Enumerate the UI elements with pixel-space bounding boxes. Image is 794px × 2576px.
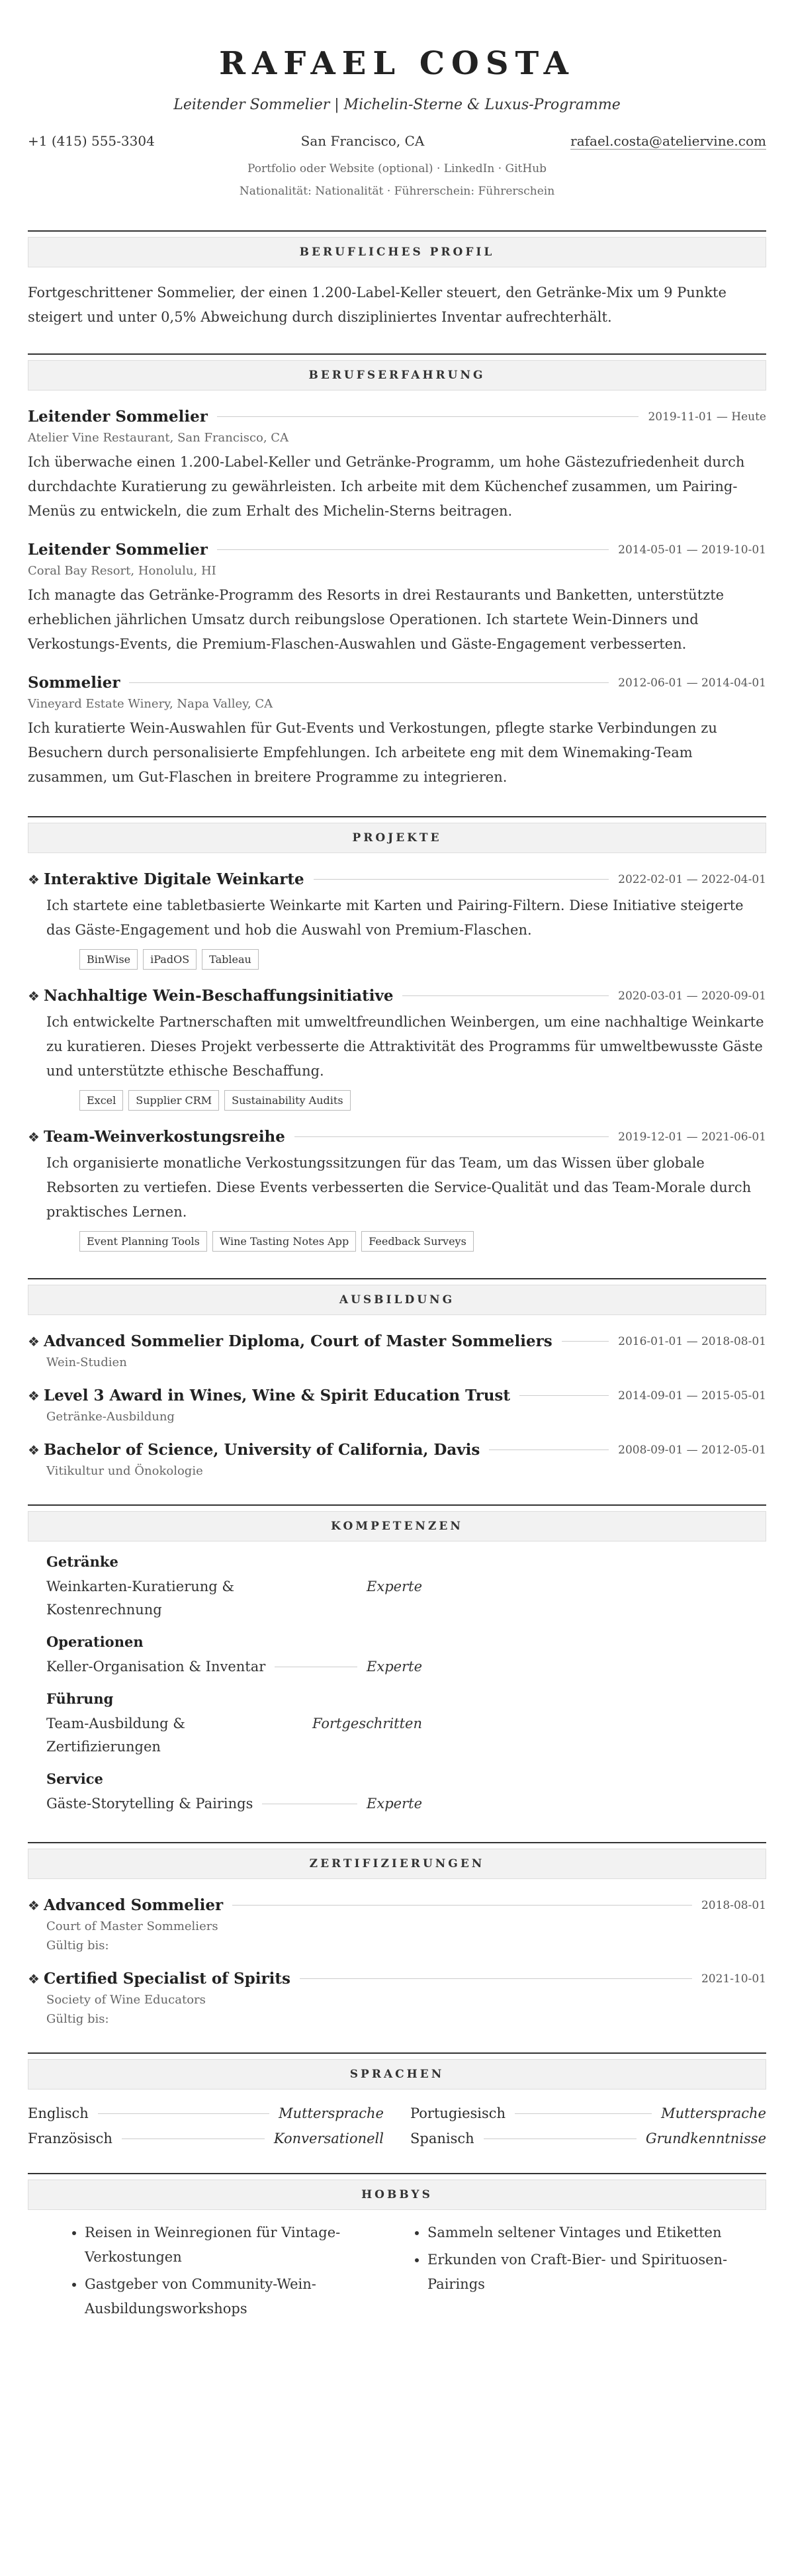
hobbies-left: [28, 2221, 384, 2324]
project-tags: [28, 949, 766, 970]
skill-category: Führung: [46, 1690, 114, 1707]
tech-tag: iPadOS: [143, 949, 197, 970]
leader-line: [129, 682, 609, 683]
skill-group: [28, 1771, 766, 1816]
projects-list: [28, 870, 766, 1252]
language-item: [28, 2105, 384, 2121]
section-heading: KOMPETENZEN: [28, 1511, 766, 1541]
project-entry: [28, 987, 766, 1111]
entry-header: [28, 1387, 766, 1404]
leader-line: [98, 2113, 269, 2114]
cert-valid: Gültig bis:: [46, 1939, 109, 1953]
hobby-item: • Gastgeber von Community-Wein-Ausbildungsworkshops: [85, 2272, 384, 2321]
project-tags: [28, 1231, 766, 1252]
cert-valid: Gültig bis:: [46, 2012, 109, 2026]
entry-dates: 2016-01-01 — 2018-08-01: [618, 1334, 766, 1348]
language-level: Grundkenntnisse: [645, 2131, 766, 2146]
entry-dates: 2018-08-01: [701, 1898, 766, 1912]
leader-line: [217, 549, 609, 550]
skill-level: Experte: [367, 1796, 422, 1812]
entry-header: [28, 870, 766, 888]
skill-row: [46, 1655, 422, 1679]
leader-line: [300, 1978, 692, 1979]
section-heading: HOBBYS: [28, 2180, 766, 2210]
skill-group: [28, 1690, 766, 1759]
language-name: Englisch: [28, 2105, 89, 2121]
entry-description: Ich überwache einen 1.200-Label-Keller und Getränke-Programm, um hohe Gästezufriedenheit durch durchdachte Kuratierung zu gewährleisten. Ich arbeite mit dem Küchenchef zusammen, um Pairing-Menüs zu entwickeln, die zum Erhalt des Michelin-Sterns beitragen.: [28, 454, 745, 519]
education-entry: [28, 1332, 766, 1369]
certification-entry: [28, 1896, 766, 1953]
entry-title: Advanced Sommelier: [43, 1896, 224, 1914]
tech-tag: Event Planning Tools: [79, 1231, 207, 1252]
header-meta: [28, 158, 766, 203]
entry-title: Bachelor of Science, University of California, Davis: [43, 1441, 480, 1459]
entry-employer: Atelier Vine Restaurant, San Francisco, CA: [28, 431, 289, 445]
diamond-bullet-icon: ❖: [28, 1128, 40, 1145]
leader-line: [217, 416, 639, 417]
entry-dates: 2021-10-01: [701, 1972, 766, 1986]
hobby-item: • Reisen in Weinregionen für Vintage-Verkostungen: [85, 2221, 384, 2270]
skill-level: Fortgeschritten: [312, 1716, 422, 1731]
skill-group: [28, 1633, 766, 1679]
leader-line: [314, 879, 609, 880]
entry-title: Interaktive Digitale Weinkarte: [43, 870, 304, 888]
entry-title: Advanced Sommelier Diploma, Court of Master Sommeliers: [43, 1332, 552, 1350]
skill-row: [46, 1712, 422, 1759]
diamond-bullet-icon: ❖: [28, 1970, 40, 1987]
skill-name: Keller-Organisation & Inventar: [46, 1659, 266, 1675]
entry-title: Nachhaltige Wein-Beschaffungsinitiative: [43, 987, 394, 1005]
language-name: Französisch: [28, 2131, 112, 2146]
project-description: Ich entwickelte Partnerschaften mit umweltfreundlichen Weinbergen, um eine nachhaltige Weinkarte zu kuratieren. Dieses Projekt verbesserte die Attraktivität des Programms für umweltbewusste Gäste und unterstützte ethische Beschaffung.: [46, 1014, 764, 1079]
entry-title: Level 3 Award in Wines, Wine & Spirit Education Trust: [43, 1387, 511, 1404]
leader-line: [515, 2113, 652, 2114]
entry-title: Team-Weinverkostungsreihe: [43, 1128, 285, 1146]
entry-header: [28, 1441, 766, 1459]
skills-list: [28, 1553, 766, 1816]
entry-dates: 2020-03-01 — 2020-09-01: [618, 989, 766, 1003]
languages-section: [28, 2052, 766, 2146]
education-field: Vitikultur und Önokologie: [46, 1464, 203, 1478]
leader-line: [519, 1395, 609, 1396]
diamond-bullet-icon: ❖: [28, 1333, 40, 1350]
tech-tag: Tableau: [202, 949, 259, 970]
education-entry: [28, 1387, 766, 1424]
skills-section: [28, 1504, 766, 1816]
section-heading: BERUFLICHES PROFIL: [28, 237, 766, 267]
skill-row: [46, 1575, 422, 1622]
leader-line: [232, 1905, 692, 1906]
education-entry: [28, 1441, 766, 1478]
section-heading: AUSBILDUNG: [28, 1285, 766, 1315]
experience-entry: [28, 674, 766, 790]
project-description: Ich startete eine tabletbasierte Weinkarte mit Karten und Pairing-Filtern. Diese Initiative steigerte das Gäste-Engagement und hob die Auswahl von Premium-Flaschen.: [46, 897, 744, 938]
email-link[interactable]: rafael.costa@ateliervine.com: [570, 133, 766, 149]
entry-dates: 2012-06-01 — 2014-04-01: [618, 676, 766, 690]
education-field: Wein-Studien: [46, 1356, 127, 1369]
cert-issuer: Court of Master Sommeliers: [46, 1919, 218, 1933]
tech-tag: Wine Tasting Notes App: [212, 1231, 356, 1252]
diamond-bullet-icon: ❖: [28, 1387, 40, 1404]
entry-title: Sommelier: [28, 674, 120, 692]
language-name: Portugiesisch: [410, 2105, 506, 2121]
phone: +1 (415) 555-3304: [28, 133, 155, 149]
language-item: [410, 2131, 766, 2146]
project-description: Ich organisierte monatliche Verkostungssitzungen für das Team, um das Wissen über globale Rebsorten zu vertiefen. Diese Events verbesserten die Service-Qualität und das Team-Morale durch praktisches Lernen.: [46, 1155, 752, 1220]
entry-description: Ich kuratierte Wein-Auswahlen für Gut-Events und Verkostungen, pflegte starke Verbindungen zu Besuchern durch personalisierte Empfehlungen. Ich arbeitete eng mit dem Winemaking-Team zusammen, um Gut-Flaschen in breitere Programme zu integrieren.: [28, 720, 717, 785]
section-heading: SPRACHEN: [28, 2059, 766, 2090]
skill-category: Getränke: [46, 1553, 118, 1570]
hobbies-right: [410, 2221, 766, 2324]
certifications-list: [28, 1896, 766, 2026]
diamond-bullet-icon: ❖: [28, 1442, 40, 1458]
contact-row: [28, 133, 766, 150]
tech-tag: Excel: [79, 1090, 123, 1111]
skill-row: [46, 1792, 422, 1816]
section-heading: ZERTIFIZIERUNGEN: [28, 1849, 766, 1879]
diamond-bullet-icon: ❖: [28, 871, 40, 888]
entry-dates: 2019-11-01 — Heute: [648, 410, 766, 424]
section-heading: BERUFSERFAHRUNG: [28, 360, 766, 391]
entry-header: [28, 1970, 766, 1988]
language-level: Konversationell: [273, 2131, 384, 2146]
cert-issuer: Society of Wine Educators: [46, 1993, 206, 2007]
language-item: [410, 2105, 766, 2121]
certification-entry: [28, 1970, 766, 2026]
hobbies-list: [28, 2221, 766, 2324]
language-item: [28, 2131, 384, 2146]
tech-tag: Sustainability Audits: [224, 1090, 350, 1111]
leader-line: [402, 995, 609, 996]
experience-entry: [28, 541, 766, 657]
tech-tag: BinWise: [79, 949, 138, 970]
skill-category: Service: [46, 1771, 103, 1787]
entry-header: [28, 987, 766, 1005]
diamond-bullet-icon: ❖: [28, 988, 40, 1004]
certifications-section: [28, 1842, 766, 2026]
entry-header: [28, 541, 766, 559]
entry-title: Certified Specialist of Spirits: [43, 1970, 290, 1988]
experience-list: [28, 408, 766, 790]
experience-entry: [28, 408, 766, 524]
tech-tag: Supplier CRM: [128, 1090, 219, 1111]
entry-dates: 2008-09-01 — 2012-05-01: [618, 1443, 766, 1457]
project-tags: [28, 1090, 766, 1111]
education-section: [28, 1278, 766, 1478]
profile-links[interactable]: Portfolio oder Website (optional) · LinkedIn · GitHub: [247, 162, 547, 175]
hobby-item: • Erkunden von Craft-Bier- und Spirituosen-Pairings: [427, 2248, 766, 2297]
tech-tag: Feedback Surveys: [361, 1231, 474, 1252]
language-level: Muttersprache: [279, 2105, 384, 2121]
hobbies-section: [28, 2173, 766, 2324]
personal-info: Nationalität: Nationalität · Führerschein: Führerschein: [239, 185, 555, 198]
leader-line: [489, 1449, 609, 1450]
location: San Francisco, CA: [300, 133, 425, 149]
entry-header: [28, 1896, 766, 1914]
entry-dates: 2014-09-01 — 2015-05-01: [618, 1389, 766, 1403]
section-heading: PROJEKTE: [28, 823, 766, 853]
entry-dates: 2014-05-01 — 2019-10-01: [618, 543, 766, 557]
candidate-title: Leitender Sommelier | Michelin-Sterne & Luxus-Programme: [173, 97, 621, 113]
entry-dates: 2022-02-01 — 2022-04-01: [618, 872, 766, 886]
skill-name: Gäste-Storytelling & Pairings: [46, 1796, 253, 1812]
skill-group: [28, 1553, 766, 1622]
candidate-name: RAFAEL COSTA: [219, 45, 575, 82]
entry-header: [28, 408, 766, 426]
leader-line: [562, 1341, 609, 1342]
entry-employer: Coral Bay Resort, Honolulu, HI: [28, 564, 216, 578]
skill-category: Operationen: [46, 1633, 144, 1650]
hobby-item: • Sammeln seltener Vintages und Etiketten: [427, 2221, 766, 2245]
project-entry: [28, 870, 766, 970]
entry-title: Leitender Sommelier: [28, 408, 208, 426]
skill-level: Experte: [367, 1659, 422, 1675]
language-name: Spanisch: [410, 2131, 474, 2146]
education-field: Getränke-Ausbildung: [46, 1410, 175, 1424]
entry-header: [28, 674, 766, 692]
entry-employer: Vineyard Estate Winery, Napa Valley, CA: [28, 697, 273, 711]
projects-section: [28, 816, 766, 1252]
entry-header: [28, 1128, 766, 1146]
education-list: [28, 1332, 766, 1478]
entry-title: Leitender Sommelier: [28, 541, 208, 559]
profile-text: Fortgeschrittener Sommelier, der einen 1.200-Label-Keller steuert, den Getränke-Mix um 9 Punkte steigert und unter 0,5% Abweichung durch diszipliniertes Inventar aufrechterhält.: [28, 285, 727, 325]
language-level: Muttersprache: [661, 2105, 766, 2121]
leader-line: [294, 1136, 609, 1137]
entry-description: Ich managte das Getränke-Programm des Resorts in drei Restaurants und Banketten, unterstützte erheblichen jährlichen Umsatz durch reibungslose Operationen. Ich startete Wein-Dinners und Verkostungs-Events, die Premium-Flaschen-Auswahlen und Gäste-Engagement verbesserten.: [28, 587, 725, 652]
experience-section: [28, 353, 766, 790]
skill-name: Team-Ausbildung & Zertifizierungen: [46, 1716, 185, 1755]
skill-name: Weinkarten-Kuratierung & Kostenrechnung: [46, 1579, 235, 1618]
project-entry: [28, 1128, 766, 1252]
skill-level: Experte: [367, 1579, 422, 1594]
diamond-bullet-icon: ❖: [28, 1897, 40, 1913]
languages-list: [28, 2105, 766, 2146]
entry-dates: 2019-12-01 — 2021-06-01: [618, 1130, 766, 1144]
profile-section: [28, 230, 766, 330]
entry-header: [28, 1332, 766, 1350]
